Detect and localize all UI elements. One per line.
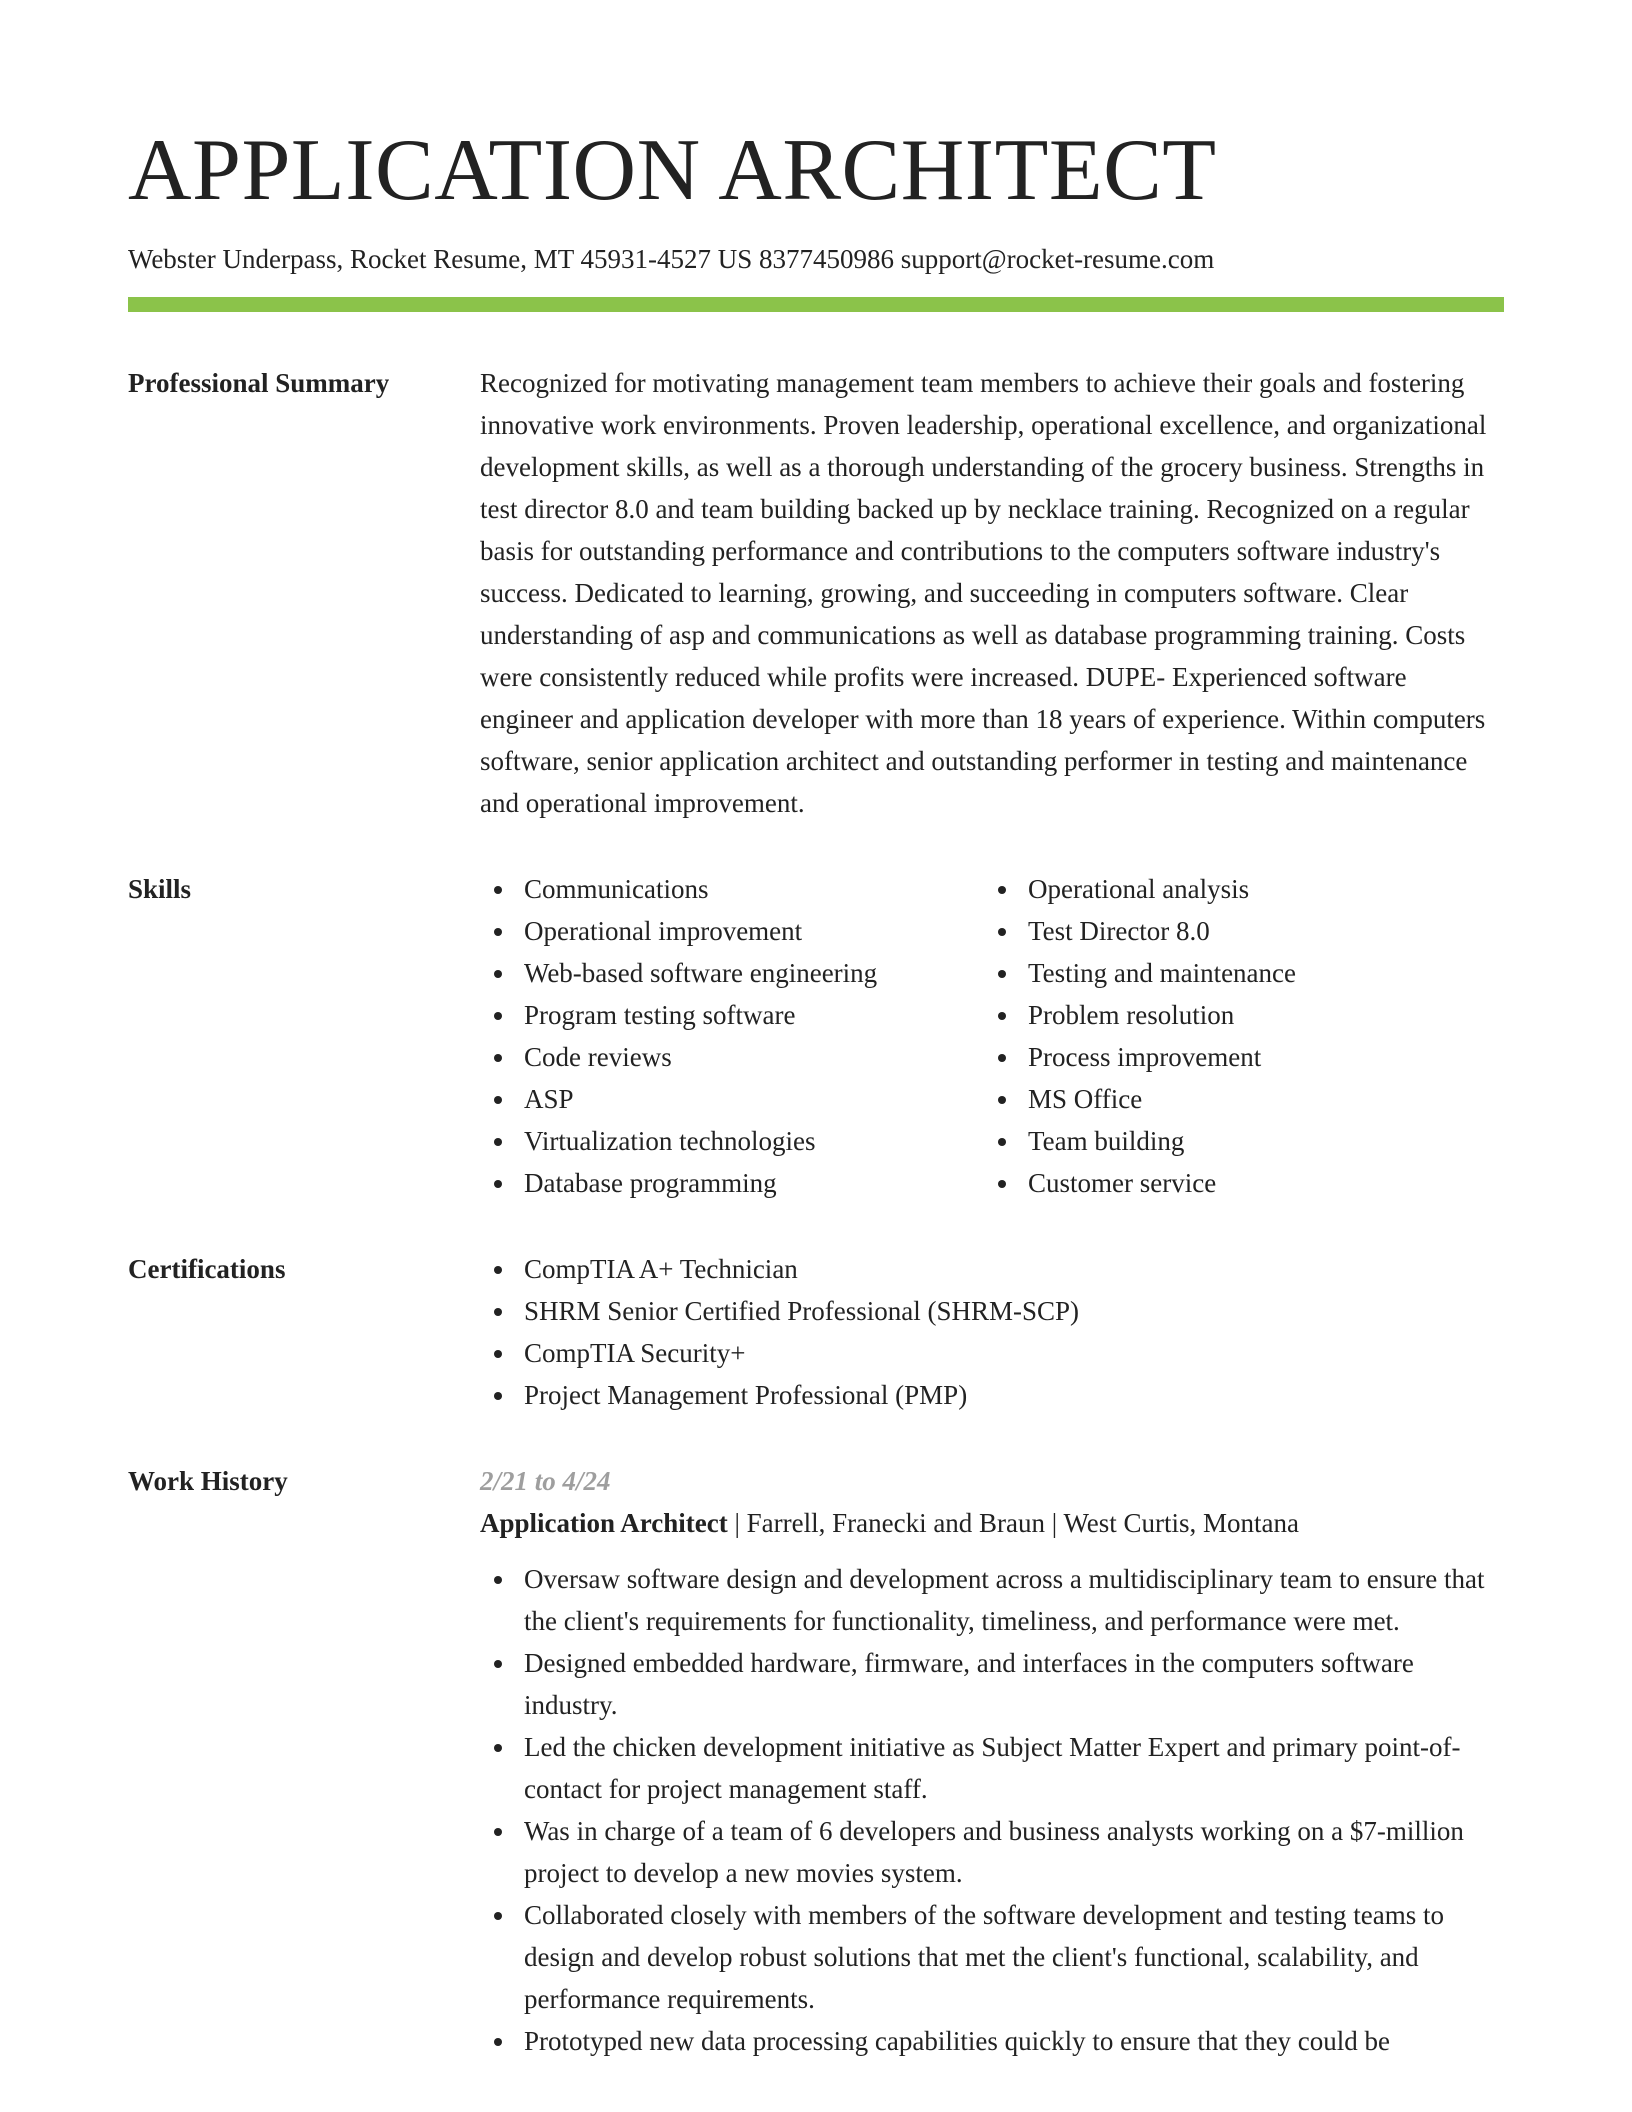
- skill-item: Problem resolution: [984, 994, 1488, 1036]
- skill-item: Database programming: [480, 1162, 984, 1204]
- certification-item: CompTIA A+ Technician: [480, 1248, 1504, 1290]
- skill-item: Code reviews: [480, 1036, 984, 1078]
- skill-item: Testing and maintenance: [984, 952, 1488, 994]
- skill-item: Virtualization technologies: [480, 1120, 984, 1162]
- job-bullet: Led the chicken development initiative as Subject Matter Expert and primary point-of-contact for project management staff.: [480, 1726, 1504, 1810]
- job-company-location: | Farrell, Franecki and Braun | West Curtis, Montana: [727, 1508, 1300, 1538]
- section-title-work-history: Work History: [128, 1466, 288, 1496]
- certifications-body: [480, 1248, 1504, 1416]
- summary-text: Recognized for motivating management team members to achieve their goals and fostering innovative work environments. Proven leadership, operational excellence, and organizational development skills, as well as a thorough understanding of the grocery business. Strengths in test director 8.0 and team building backed up by necklace training. Recognized on a regular basis for outstanding performance and contributions to the computers software industry's success. Dedicated to learning, growing, and succeeding in computers software. Clear understanding of asp and communications as well as database programming training. Costs were consistently reduced while profits were increased. DUPE- Experienced software engineer and application developer with more than 18 years of experience. Within computers software, senior application architect and outstanding performer in testing and maintenance and operational improvement.: [480, 368, 1487, 818]
- section-title-certifications: Certifications: [128, 1254, 286, 1284]
- skill-item: Team building: [984, 1120, 1488, 1162]
- skill-item: ASP: [480, 1078, 984, 1120]
- job-dates: 2/21 to 4/24: [480, 1466, 611, 1496]
- job-bullet: Collaborated closely with members of the software development and testing teams to design and develop robust solutions that met the client's functional, scalability, and performance requirements.: [480, 1894, 1504, 2020]
- skill-item: Web-based software engineering: [480, 952, 984, 994]
- job-bullet: Designed embedded hardware, firmware, and interfaces in the computers software industry.: [480, 1642, 1504, 1726]
- skills-list-left: [480, 868, 984, 1204]
- skill-item: Test Director 8.0: [984, 910, 1488, 952]
- skill-item: Process improvement: [984, 1036, 1488, 1078]
- skill-item: Program testing software: [480, 994, 984, 1036]
- job-bullet: Prototyped new data processing capabilities quickly to ensure that they could be: [480, 2020, 1504, 2062]
- skill-item: Operational improvement: [480, 910, 984, 952]
- certification-item: Project Management Professional (PMP): [480, 1374, 1504, 1416]
- job-bullet-list: [480, 1558, 1504, 2062]
- accent-divider: [128, 297, 1504, 312]
- work-history-section: [128, 1460, 1504, 2062]
- resume-name: APPLICATION ARCHITECT: [128, 122, 1217, 219]
- certification-item: SHRM Senior Certified Professional (SHRM-SCP): [480, 1290, 1504, 1332]
- skill-item: Customer service: [984, 1162, 1488, 1204]
- job-heading: [480, 1502, 1504, 1544]
- skills-list-right: [984, 868, 1488, 1204]
- skill-item: Communications: [480, 868, 984, 910]
- job-title: Application Architect: [480, 1508, 728, 1538]
- skills-section: [128, 868, 1504, 1204]
- section-title-summary: Professional Summary: [128, 368, 390, 398]
- job-bullet: Oversaw software design and development across a multidisciplinary team to ensure that the client's requirements for functionality, timeliness, and performance were met.: [480, 1558, 1504, 1642]
- certifications-section: [128, 1248, 1504, 1416]
- job-bullet: Was in charge of a team of 6 developers and business analysts working on a $7-million project to develop a new movies system.: [480, 1810, 1504, 1894]
- certification-item: CompTIA Security+: [480, 1332, 1504, 1374]
- skill-item: MS Office: [984, 1078, 1488, 1120]
- certifications-list: [480, 1248, 1504, 1416]
- section-title-skills: Skills: [128, 874, 192, 904]
- job-entry: [480, 1460, 1504, 2062]
- skill-item: Operational analysis: [984, 868, 1488, 910]
- skills-grid: [480, 868, 1504, 1204]
- contact-info: Webster Underpass, Rocket Resume, MT 45931-4527 US 8377450986 support@rocket-resume.com: [128, 244, 1215, 274]
- summary-section: [128, 362, 1504, 824]
